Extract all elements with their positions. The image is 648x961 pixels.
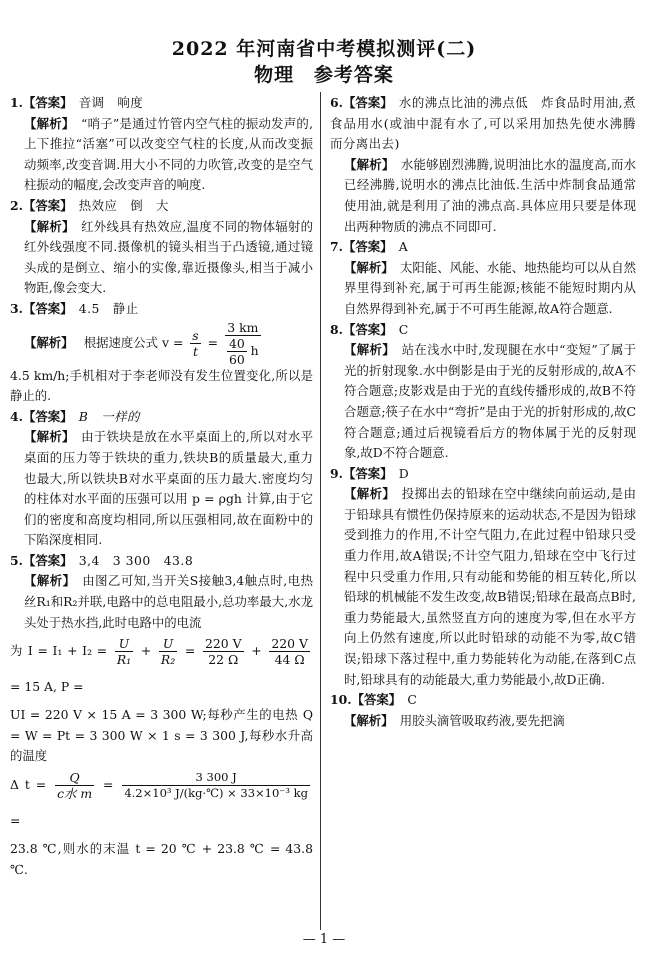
- explanation-tag: 【解析】: [344, 156, 389, 172]
- item-number: 10.: [330, 692, 352, 708]
- answer-item-5: [10, 551, 313, 880]
- explanation-text: UI = 220 V × 15 A = 3 300 W;每秒产生的电热 Q = W = Pt = 3 300 W × 1 s = 3 300 J,每秒水升高的温度: [10, 707, 313, 764]
- column-divider: [320, 92, 321, 930]
- explanation-tag: 【解析】: [344, 486, 389, 502]
- answer-item-4: [10, 407, 313, 551]
- answer-item-6: [330, 93, 636, 237]
- item-number: 6.: [330, 95, 343, 110]
- explanation-text: 水能够剧烈沸腾,说明油比水的温度高,而水已经沸腾,说明水的沸点比油低.生活中炸制食品通常使用油,就是利用了油的沸点高.具体应用只要是体现出两种物质的沸点不同即可.: [344, 156, 636, 234]
- subject-label: 物理: [254, 64, 295, 86]
- answer-text: C: [407, 692, 418, 708]
- page-number: — 1 —: [302, 932, 346, 947]
- temperature-formula: Δ t = $\frac{Q}{\text{c水 m}}$ = $\frac{3 300 J}{\text{4.2×10³ J/(kg·℃) × 33×10⁻³ kg}}$ =: [10, 770, 308, 829]
- explanation-text: 太阳能、风能、水能、地热能均可以从自然界里得到补充,属于可再生能源;核能不能短时期内从自然界得到补充,属于不可再生能源,故A符合题意.: [344, 259, 637, 316]
- explanation-text: 23.8 ℃,则水的末温 t = 20 ℃ + 23.8 ℃ = 43.8 ℃.: [10, 841, 313, 877]
- answer-text: D: [398, 465, 410, 481]
- answer-tag: 【答案】: [22, 408, 67, 424]
- item-number: 8.: [330, 321, 343, 337]
- explanation-text: 投掷出去的铅球在空中继续向前运动,是由于铅球具有惯性仍保持原来的运动状态,不是因为铅球受到推力的作用,不计空气阻力,在此过程中铅球只受重力作用,故A错误;不计空气阻力,铅球在空中飞行过程中只受重力作用,只有动能和势能的相互转化,所以铅球的机械能不发生改变,故B错误;铅球在最高点B时,重力势能最大,虽然竖直方向的速度为零,但在水平方向上仍然有速度,所以此时铅球的动能不为零,故C错误;铅球下落过程中,重力势能转化为动能,在落到C点时,铅球具有的动能最大,重力势能最小,故D正确.: [344, 486, 636, 687]
- answer-text: 3,4 3 300 43.8: [78, 552, 194, 568]
- item-number: 1.: [10, 95, 23, 110]
- answer-item-10: [330, 690, 636, 731]
- explanation-tag: 【解析】: [24, 115, 69, 131]
- formula-prefix: 根据速度公式 v =: [83, 334, 184, 350]
- answer-item-7: [330, 237, 636, 319]
- item-number: 2.: [10, 197, 23, 213]
- explanation-tag: 【解析】: [24, 573, 70, 589]
- answer-tag: 【答案】: [342, 239, 387, 255]
- answer-tag: 【答案】: [22, 300, 67, 316]
- explanation-text: 站在浅水中时,发现腿在水中“变短”了属于光的折射现象.水中倒影是由于光的反射形成的,故A不符合题意;皮影戏是由于光的直线传播形成的,故B不符合题意;筷子在水中“弯折”是由于光的折射形成的,故C符合题意;通过后视镜看后方的物体属于光的反射现象,故D不符合题意.: [344, 342, 637, 461]
- answer-tag: 【答案】: [342, 465, 387, 481]
- current-formula: 为 I = I₁ + I₂ = $\frac{U}{\text{R₁}}$ + $\frac{U}{\text{R₂}}$ = $\frac{220 V}{22 \Omega}$ + $\frac{220 V}{44 \Omega}$ = 15 A, P =: [10, 636, 308, 695]
- answer-tag: 【答案】: [22, 95, 67, 110]
- fraction-s-over-t: $\frac{s}{t}$: [192, 327, 199, 359]
- explanation-tag: 【解析】: [24, 429, 69, 445]
- answer-tag: 【答案】: [22, 552, 67, 568]
- explanation-text: 4.5 km/h;手机相对于李老师没有发生位置变化,所以是静止的.: [10, 367, 313, 404]
- item-number: 9.: [330, 465, 343, 481]
- answer-item-9: [330, 464, 636, 691]
- item-number: 4.: [10, 408, 23, 424]
- answer-text: B 一样的: [78, 408, 140, 424]
- equals-sign: =: [207, 334, 218, 350]
- answer-tag: 【答案】: [342, 95, 387, 110]
- explanation-text: 由于铁块是放在水平桌面上的,所以对水平桌面的压力等于铁块的重力,铁块B的质量最大,重力也最大,所以铁块B对水平桌面的压力最大.密度均匀的柱体对水平面的压强可以用 p = ρgh 计算,由于它们的密度和高度均相同,所以压强相同,故在面粉中的下陷深度相同.: [24, 429, 313, 548]
- explanation-tag: 【解析】: [344, 712, 388, 728]
- answer-text: C: [398, 321, 409, 337]
- page-subtitle: [0, 64, 648, 86]
- answer-text: A: [398, 239, 409, 255]
- explanation-text: “哨子”是通过竹管内空气柱的振动发声的,上下推拉“活塞”可以改变空气柱的长度,从而改变振动频率,改变音调.用大小不同的力吹管,改变的是空气柱振动的幅度,会改变声音的响度.: [24, 115, 314, 193]
- explanation-text: 红外线具有热效应,温度不同的物体辐射的红外线强度不同.摄像机的镜头相当于凸透镜,通过镜头成的是倒立、缩小的实像,靠近摄像头,相当于减小物距,像会变大.: [24, 218, 313, 296]
- answer-text: 热效应 倒 大: [78, 197, 169, 213]
- answer-tag: 【答案】: [342, 321, 387, 337]
- right-column: [330, 93, 636, 731]
- answer-item-3: [10, 299, 313, 407]
- explanation-tag: 【解析】: [24, 218, 69, 234]
- explanation-text: 由图乙可知,当开关S接触3,4触点时,电热丝R₁和R₂并联,电路中的总电阻最小,总功率最大,水龙头处于热水挡,此时电路中的电流: [24, 573, 313, 630]
- left-column: [10, 93, 313, 880]
- item-number: 5.: [10, 552, 23, 568]
- answer-text: 4.5 静止: [78, 300, 139, 316]
- answer-item-1: [10, 93, 313, 196]
- answer-tag: 【答案】: [351, 692, 395, 708]
- fraction-distance-time: 3 km $\frac{40}{60}$ h: [225, 320, 261, 367]
- answer-tag: 【答案】: [22, 197, 67, 213]
- answer-text: 音调 响度: [78, 95, 144, 110]
- explanation-tag: 【解析】: [344, 259, 388, 275]
- answer-text: 水的沸点比油的沸点低 炸食品时用油,煮食品用水(或油中混有水了,可以采用加热先使水沸腾而分离出去): [330, 95, 637, 152]
- explanation-text: 用胶头滴管吸取药液,要先把滴: [399, 712, 565, 728]
- answer-item-2: [10, 196, 313, 299]
- answer-key-label: 参考答案: [313, 64, 394, 86]
- page-title: 2022 年河南省中考模拟测评(二): [171, 38, 477, 60]
- item-number: 7.: [330, 239, 343, 255]
- item-number: 3.: [10, 300, 23, 316]
- answer-item-8: [330, 320, 636, 464]
- explanation-tag: 【解析】: [344, 342, 389, 358]
- explanation-tag: 【解析】: [24, 334, 68, 350]
